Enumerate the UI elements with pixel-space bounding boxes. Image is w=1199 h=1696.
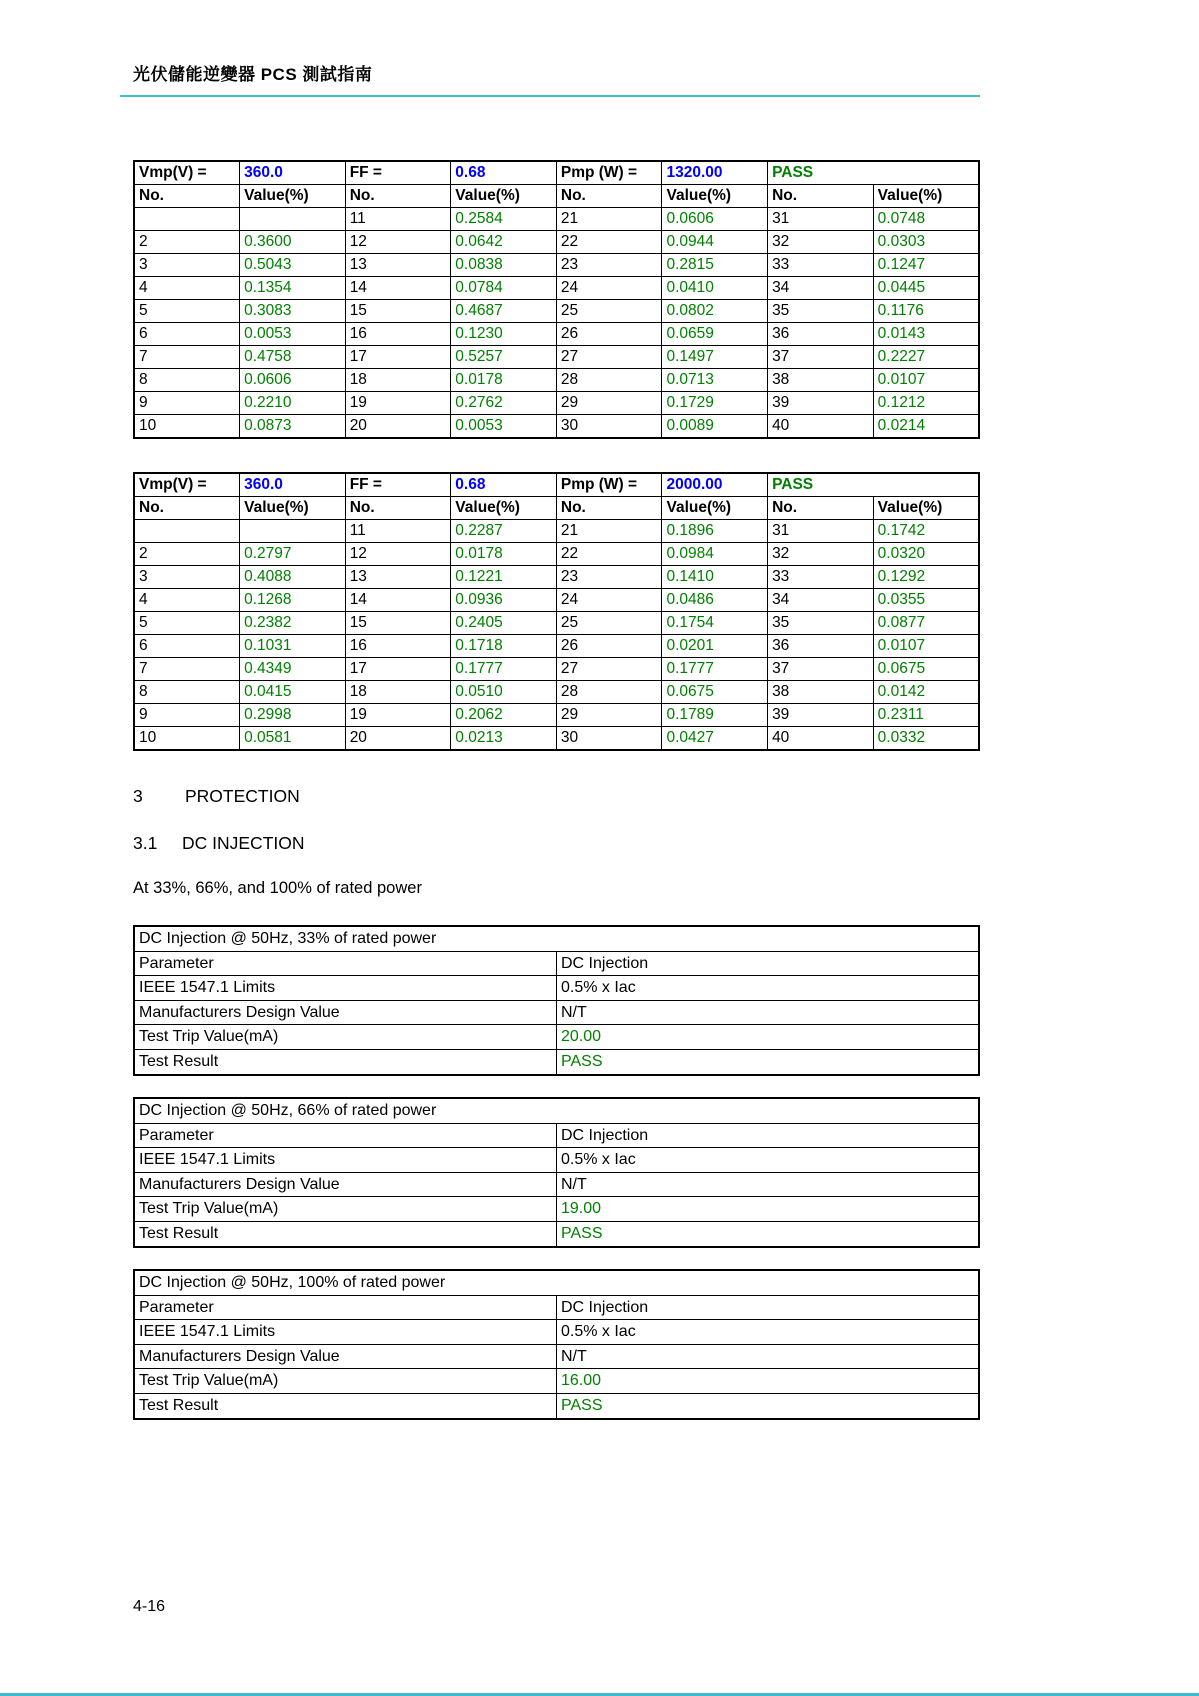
column-header: Value(%): [240, 497, 346, 520]
section-heading-protection: [133, 786, 300, 807]
dc-parameter-cell: Test Result: [134, 1393, 557, 1418]
iv-curve-table-2000w: [133, 472, 980, 751]
value-cell: 0.0675: [662, 681, 768, 704]
value-cell: 0.2227: [873, 346, 979, 369]
dc-parameter-cell: IEEE 1547.1 Limits: [134, 1320, 557, 1345]
section-number: 3: [133, 786, 143, 806]
dc-parameter-cell: Parameter: [134, 951, 557, 976]
value-cell: 0.2287: [451, 520, 557, 543]
table-row: [134, 589, 979, 612]
no-cell: 36: [768, 635, 874, 658]
dc-parameter-cell: Test Result: [134, 1221, 557, 1246]
dc-table-row: [134, 1369, 979, 1394]
value-cell: 0.1176: [873, 300, 979, 323]
no-cell: 4: [134, 277, 240, 300]
value-cell: 0.1410: [662, 566, 768, 589]
dc-parameter-cell: Manufacturers Design Value: [134, 1344, 557, 1369]
header-divider-rule: [120, 95, 980, 97]
dc-table-row: [134, 1393, 979, 1418]
param-label: Pmp (W) =: [556, 161, 662, 185]
param-label: Vmp(V) =: [134, 161, 240, 185]
value-cell: 0.0415: [240, 681, 346, 704]
table-row: [134, 727, 979, 751]
no-cell: 29: [556, 704, 662, 727]
value-cell: 0.4349: [240, 658, 346, 681]
table-row: [134, 543, 979, 566]
value-cell: 0.0178: [451, 543, 557, 566]
table-row: [134, 392, 979, 415]
value-cell: 0.0944: [662, 231, 768, 254]
no-cell: 11: [345, 520, 451, 543]
value-cell: 0.0936: [451, 589, 557, 612]
no-cell: 6: [134, 323, 240, 346]
param-value: 1320.00: [662, 161, 768, 185]
no-cell: 34: [768, 277, 874, 300]
value-cell: 0.0877: [873, 612, 979, 635]
value-cell: 0.0445: [873, 277, 979, 300]
dc-table-row: [134, 1295, 979, 1320]
dc-injection-table-100pct: [133, 1269, 980, 1420]
dc-table-row: [134, 1197, 979, 1222]
column-header: No.: [345, 185, 451, 208]
no-cell: 21: [556, 520, 662, 543]
no-cell: 40: [768, 415, 874, 439]
no-cell: 2: [134, 231, 240, 254]
no-cell: 37: [768, 658, 874, 681]
no-cell: 2: [134, 543, 240, 566]
no-cell: 12: [345, 543, 451, 566]
value-cell: 0.1777: [662, 658, 768, 681]
value-cell: 0.0802: [662, 300, 768, 323]
table-row: [134, 300, 979, 323]
no-cell: [134, 208, 240, 231]
no-cell: 16: [345, 635, 451, 658]
iv-curve-table-1320w: [133, 160, 980, 439]
no-cell: 16: [345, 323, 451, 346]
no-cell: 27: [556, 658, 662, 681]
no-cell: 8: [134, 681, 240, 704]
no-cell: 34: [768, 589, 874, 612]
no-cell: 38: [768, 369, 874, 392]
pass-status-badge: PASS: [768, 473, 979, 497]
no-cell: 32: [768, 231, 874, 254]
value-cell: 0.0089: [662, 415, 768, 439]
no-cell: 27: [556, 346, 662, 369]
value-cell: 0.2762: [451, 392, 557, 415]
no-cell: 25: [556, 300, 662, 323]
no-cell: 26: [556, 323, 662, 346]
no-cell: 40: [768, 727, 874, 751]
no-cell: 4: [134, 589, 240, 612]
dc-value-cell: 0.5% x Iac: [557, 976, 980, 1001]
dc-table-row: [134, 1025, 979, 1050]
value-cell: 0.2998: [240, 704, 346, 727]
table-row: [134, 323, 979, 346]
param-value: 0.68: [451, 161, 557, 185]
no-cell: 36: [768, 323, 874, 346]
value-cell: 0.0984: [662, 543, 768, 566]
value-cell: 0.0107: [873, 369, 979, 392]
no-cell: 3: [134, 254, 240, 277]
value-cell: 0.4758: [240, 346, 346, 369]
no-cell: 15: [345, 300, 451, 323]
no-cell: 7: [134, 346, 240, 369]
column-header: Value(%): [662, 497, 768, 520]
table-row: [134, 612, 979, 635]
value-cell: 0.4088: [240, 566, 346, 589]
no-cell: 26: [556, 635, 662, 658]
no-cell: 38: [768, 681, 874, 704]
column-header: No.: [134, 497, 240, 520]
no-cell: 31: [768, 208, 874, 231]
param-header-row: [134, 473, 979, 497]
no-cell: 7: [134, 658, 240, 681]
dc-parameter-cell: Test Trip Value(mA): [134, 1197, 557, 1222]
value-cell: 0.0642: [451, 231, 557, 254]
no-cell: 30: [556, 415, 662, 439]
no-cell: 14: [345, 277, 451, 300]
no-cell: 18: [345, 681, 451, 704]
column-header: No.: [134, 185, 240, 208]
value-cell: 0.5257: [451, 346, 557, 369]
value-cell: 0.1742: [873, 520, 979, 543]
value-cell: 0.0581: [240, 727, 346, 751]
no-cell: 14: [345, 589, 451, 612]
dc-table-row: [134, 951, 979, 976]
dc-parameter-cell: IEEE 1547.1 Limits: [134, 1148, 557, 1173]
column-header: Value(%): [873, 497, 979, 520]
dc-parameter-cell: IEEE 1547.1 Limits: [134, 976, 557, 1001]
no-cell: 5: [134, 612, 240, 635]
value-cell: 0.0510: [451, 681, 557, 704]
no-cell: 17: [345, 346, 451, 369]
column-header: No.: [556, 497, 662, 520]
dc-table-row: [134, 1148, 979, 1173]
value-cell: 0.0410: [662, 277, 768, 300]
value-cell: 0.0427: [662, 727, 768, 751]
column-header: No.: [768, 497, 874, 520]
no-cell: 21: [556, 208, 662, 231]
no-cell: 24: [556, 277, 662, 300]
dc-table-row: [134, 1049, 979, 1074]
column-header-row: [134, 497, 979, 520]
dc-injection-intro-text: At 33%, 66%, and 100% of rated power: [133, 879, 422, 897]
subsection-heading-dc-injection: [133, 833, 305, 854]
value-cell: 0.0355: [873, 589, 979, 612]
table-row: [134, 208, 979, 231]
value-cell: 0.2797: [240, 543, 346, 566]
param-label: FF =: [345, 473, 451, 497]
no-cell: 39: [768, 392, 874, 415]
value-cell: 0.0053: [451, 415, 557, 439]
value-cell: 0.1497: [662, 346, 768, 369]
value-cell: 0.1718: [451, 635, 557, 658]
value-cell: 0.0107: [873, 635, 979, 658]
value-cell: 0.3600: [240, 231, 346, 254]
column-header: No.: [768, 185, 874, 208]
value-cell: [240, 208, 346, 231]
value-cell: 0.0213: [451, 727, 557, 751]
no-cell: 3: [134, 566, 240, 589]
value-cell: 0.5043: [240, 254, 346, 277]
dc-value-cell: PASS: [557, 1221, 980, 1246]
value-cell: 0.3083: [240, 300, 346, 323]
no-cell: 20: [345, 415, 451, 439]
no-cell: 19: [345, 704, 451, 727]
dc-table-title: DC Injection @ 50Hz, 66% of rated power: [134, 1098, 979, 1123]
column-header: Value(%): [240, 185, 346, 208]
value-cell: 0.1230: [451, 323, 557, 346]
table-row: [134, 658, 979, 681]
param-value: 0.68: [451, 473, 557, 497]
value-cell: 0.1247: [873, 254, 979, 277]
no-cell: 22: [556, 543, 662, 566]
value-cell: 0.2210: [240, 392, 346, 415]
no-cell: 18: [345, 369, 451, 392]
param-value: 2000.00: [662, 473, 768, 497]
subsection-number: 3.1: [133, 833, 158, 853]
value-cell: 0.1896: [662, 520, 768, 543]
value-cell: [240, 520, 346, 543]
dc-table-row: [134, 1172, 979, 1197]
dc-injection-table-66pct: [133, 1097, 980, 1248]
no-cell: 32: [768, 543, 874, 566]
no-cell: 10: [134, 415, 240, 439]
value-cell: 0.2815: [662, 254, 768, 277]
value-cell: 0.0606: [240, 369, 346, 392]
value-cell: 0.1292: [873, 566, 979, 589]
dc-value-cell: DC Injection: [557, 1295, 980, 1320]
value-cell: 0.1354: [240, 277, 346, 300]
table-row: [134, 635, 979, 658]
column-header: No.: [345, 497, 451, 520]
table-row: [134, 520, 979, 543]
column-header: Value(%): [451, 497, 557, 520]
dc-value-cell: DC Injection: [557, 951, 980, 976]
value-cell: 0.0201: [662, 635, 768, 658]
value-cell: 0.2062: [451, 704, 557, 727]
table-row: [134, 231, 979, 254]
param-label: FF =: [345, 161, 451, 185]
dc-table-row: [134, 1320, 979, 1345]
section-title: PROTECTION: [185, 786, 300, 806]
dc-table-title-row: [134, 1098, 979, 1123]
table-row: [134, 704, 979, 727]
dc-table-row: [134, 1000, 979, 1025]
pass-status-badge: PASS: [768, 161, 979, 185]
param-value: 360.0: [240, 473, 346, 497]
value-cell: 0.0214: [873, 415, 979, 439]
value-cell: 0.0748: [873, 208, 979, 231]
value-cell: 0.0303: [873, 231, 979, 254]
column-header: Value(%): [873, 185, 979, 208]
no-cell: 19: [345, 392, 451, 415]
no-cell: 13: [345, 566, 451, 589]
dc-table-title: DC Injection @ 50Hz, 33% of rated power: [134, 926, 979, 951]
dc-parameter-cell: Manufacturers Design Value: [134, 1172, 557, 1197]
dc-table-row: [134, 1221, 979, 1246]
dc-parameter-cell: Test Result: [134, 1049, 557, 1074]
dc-table-title-row: [134, 926, 979, 951]
no-cell: 13: [345, 254, 451, 277]
dc-value-cell: 0.5% x Iac: [557, 1320, 980, 1345]
value-cell: 0.0784: [451, 277, 557, 300]
dc-parameter-cell: Test Trip Value(mA): [134, 1369, 557, 1394]
column-header-row: [134, 185, 979, 208]
dc-table-row: [134, 1123, 979, 1148]
no-cell: 5: [134, 300, 240, 323]
param-value: 360.0: [240, 161, 346, 185]
value-cell: 0.0142: [873, 681, 979, 704]
dc-table-row: [134, 1344, 979, 1369]
table-row: [134, 369, 979, 392]
dc-value-cell: PASS: [557, 1049, 980, 1074]
dc-value-cell: 0.5% x Iac: [557, 1148, 980, 1173]
dc-value-cell: 20.00: [557, 1025, 980, 1050]
value-cell: 0.0675: [873, 658, 979, 681]
value-cell: 0.2405: [451, 612, 557, 635]
table-row: [134, 681, 979, 704]
dc-table-title-row: [134, 1270, 979, 1295]
no-cell: 10: [134, 727, 240, 751]
no-cell: 37: [768, 346, 874, 369]
no-cell: 20: [345, 727, 451, 751]
no-cell: 15: [345, 612, 451, 635]
column-header: Value(%): [451, 185, 557, 208]
dc-value-cell: 16.00: [557, 1369, 980, 1394]
no-cell: 22: [556, 231, 662, 254]
dc-value-cell: PASS: [557, 1393, 980, 1418]
value-cell: 0.1789: [662, 704, 768, 727]
value-cell: 0.0332: [873, 727, 979, 751]
value-cell: 0.2382: [240, 612, 346, 635]
value-cell: 0.2584: [451, 208, 557, 231]
value-cell: 0.0143: [873, 323, 979, 346]
subsection-title: DC INJECTION: [182, 833, 305, 853]
value-cell: 0.1212: [873, 392, 979, 415]
no-cell: [134, 520, 240, 543]
table-row: [134, 254, 979, 277]
column-header: Value(%): [662, 185, 768, 208]
no-cell: 6: [134, 635, 240, 658]
no-cell: 24: [556, 589, 662, 612]
dc-injection-table-33pct: [133, 925, 980, 1076]
dc-table-row: [134, 976, 979, 1001]
no-cell: 12: [345, 231, 451, 254]
param-label: Pmp (W) =: [556, 473, 662, 497]
no-cell: 17: [345, 658, 451, 681]
no-cell: 33: [768, 254, 874, 277]
page-header-title: 光伏儲能逆變器 PCS 測試指南: [133, 65, 373, 84]
no-cell: 31: [768, 520, 874, 543]
no-cell: 35: [768, 300, 874, 323]
dc-value-cell: N/T: [557, 1344, 980, 1369]
page-number: 4-16: [133, 1598, 166, 1615]
no-cell: 29: [556, 392, 662, 415]
table-row: [134, 277, 979, 300]
no-cell: 9: [134, 392, 240, 415]
no-cell: 39: [768, 704, 874, 727]
dc-parameter-cell: Manufacturers Design Value: [134, 1000, 557, 1025]
value-cell: 0.1729: [662, 392, 768, 415]
no-cell: 33: [768, 566, 874, 589]
dc-parameter-cell: Parameter: [134, 1123, 557, 1148]
param-label: Vmp(V) =: [134, 473, 240, 497]
dc-table-title: DC Injection @ 50Hz, 100% of rated power: [134, 1270, 979, 1295]
no-cell: 23: [556, 566, 662, 589]
dc-value-cell: N/T: [557, 1172, 980, 1197]
value-cell: 0.0178: [451, 369, 557, 392]
value-cell: 0.2311: [873, 704, 979, 727]
no-cell: 8: [134, 369, 240, 392]
table-row: [134, 415, 979, 439]
table-row: [134, 566, 979, 589]
value-cell: 0.0713: [662, 369, 768, 392]
dc-value-cell: 19.00: [557, 1197, 980, 1222]
no-cell: 35: [768, 612, 874, 635]
dc-value-cell: N/T: [557, 1000, 980, 1025]
value-cell: 0.0606: [662, 208, 768, 231]
value-cell: 0.1777: [451, 658, 557, 681]
value-cell: 0.0053: [240, 323, 346, 346]
column-header: No.: [556, 185, 662, 208]
no-cell: 28: [556, 369, 662, 392]
param-header-row: [134, 161, 979, 185]
value-cell: 0.0486: [662, 589, 768, 612]
value-cell: 0.1268: [240, 589, 346, 612]
value-cell: 0.0320: [873, 543, 979, 566]
table-row: [134, 346, 979, 369]
value-cell: 0.0659: [662, 323, 768, 346]
value-cell: 0.4687: [451, 300, 557, 323]
value-cell: 0.0838: [451, 254, 557, 277]
value-cell: 0.0873: [240, 415, 346, 439]
no-cell: 25: [556, 612, 662, 635]
value-cell: 0.1221: [451, 566, 557, 589]
no-cell: 11: [345, 208, 451, 231]
dc-value-cell: DC Injection: [557, 1123, 980, 1148]
value-cell: 0.1754: [662, 612, 768, 635]
no-cell: 28: [556, 681, 662, 704]
no-cell: 23: [556, 254, 662, 277]
no-cell: 30: [556, 727, 662, 751]
no-cell: 9: [134, 704, 240, 727]
dc-parameter-cell: Test Trip Value(mA): [134, 1025, 557, 1050]
value-cell: 0.1031: [240, 635, 346, 658]
dc-parameter-cell: Parameter: [134, 1295, 557, 1320]
